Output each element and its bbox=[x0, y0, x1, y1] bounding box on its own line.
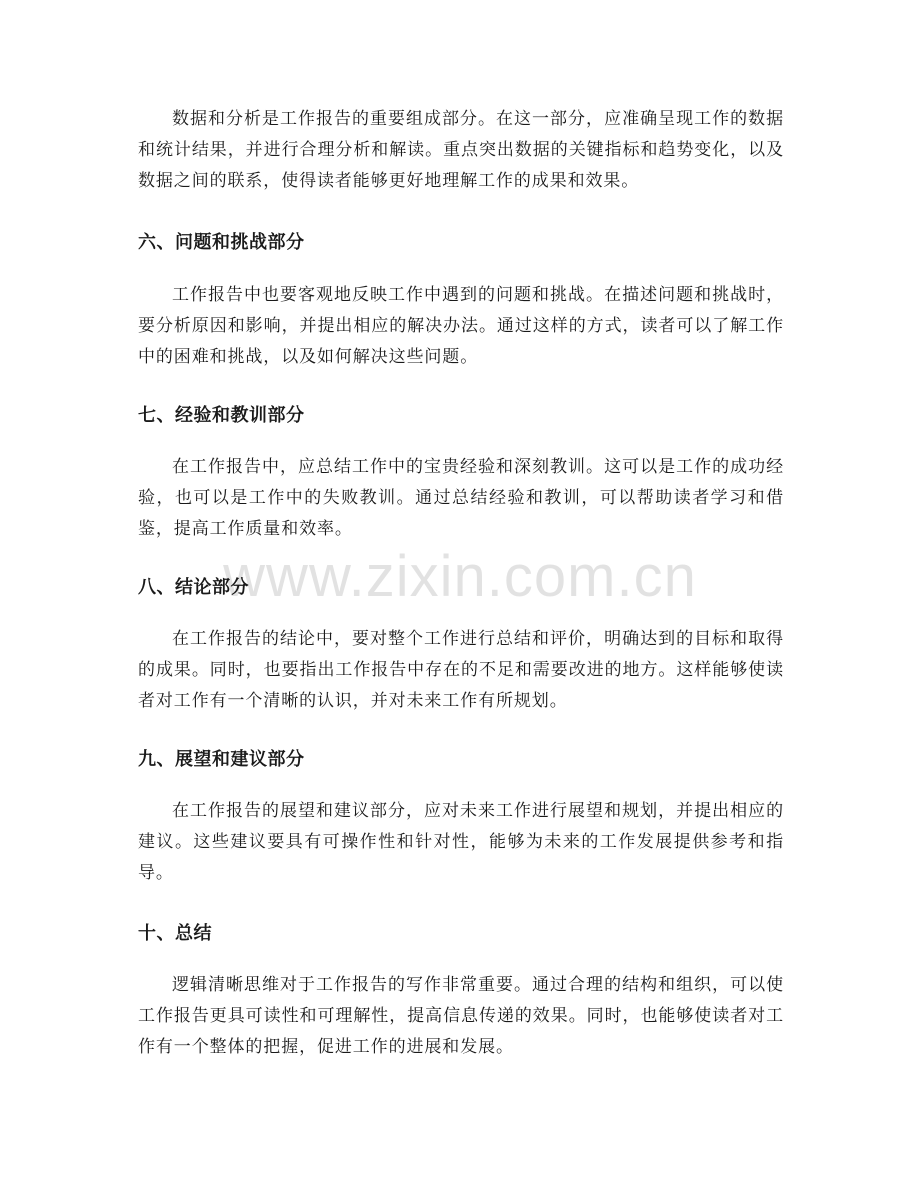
heading-problems-challenges: 六、问题和挑战部分 bbox=[138, 232, 305, 253]
paragraph-experience-lessons: 在工作报告中，应总结工作中的宝贵经验和深刻教训。这可以是工作的成功经验，也可以是工作中的失败教训。通过总结经验和教训，可以帮助读者学习和借鉴，提高工作质量和效率。 bbox=[138, 457, 784, 539]
heading-conclusion: 八、结论部分 bbox=[138, 577, 249, 598]
paragraph-data-analysis: 数据和分析是工作报告的重要组成部分。在这一部分，应准确呈现工作的数据和统计结果，并进行合理分析和解读。重点突出数据的关键指标和趋势变化，以及数据之间的联系，使得读者能够更好地理解工作的成果和效果。 bbox=[138, 109, 784, 191]
heading-experience-lessons: 七、经验和教训部分 bbox=[138, 405, 305, 426]
paragraph-summary: 逻辑清晰思维对于工作报告的写作非常重要。通过合理的结构和组织，可以使工作报告更具可读性和可理解性，提高信息传递的效果。同时，也能够使读者对工作有一个整体的把握，促进工作的进展和发展。 bbox=[138, 975, 784, 1057]
heading-outlook-suggestions: 九、展望和建议部分 bbox=[138, 749, 305, 770]
paragraph-outlook-suggestions: 在工作报告的展望和建议部分，应对未来工作进行展望和规划，并提出相应的建议。这些建议要具有可操作性和针对性，能够为未来的工作发展提供参考和指导。 bbox=[138, 801, 784, 883]
paragraph-problems-challenges: 工作报告中也要客观地反映工作中遇到的问题和挑战。在描述问题和挑战时，要分析原因和影响，并提出相应的解决办法。通过这样的方式，读者可以了解工作中的困难和挑战，以及如何解决这些问题。 bbox=[138, 285, 784, 367]
heading-summary: 十、总结 bbox=[138, 923, 212, 944]
paragraph-conclusion: 在工作报告的结论中，要对整个工作进行总结和评价，明确达到的目标和取得的成果。同时，也要指出工作报告中存在的不足和需要改进的地方。这样能够使读者对工作有一个清晰的认识，并对未来工作有所规划。 bbox=[138, 629, 784, 711]
watermark: www.zixin.com.cn bbox=[223, 544, 697, 609]
